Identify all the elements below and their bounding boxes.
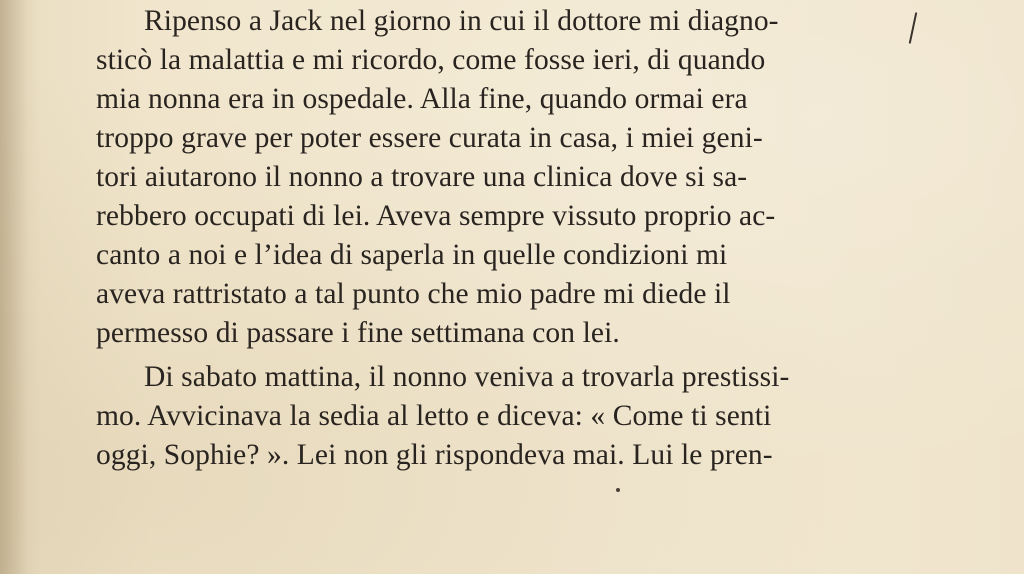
text-line: troppo grave per poter essere curata in casa, i miei geni-: [96, 122, 763, 154]
text-line: mo. Avvicinava la sedia al letto e diceva: « Come ti senti: [96, 400, 772, 432]
text-line: aveva rattristato a tal punto che mio padre mi diede il: [96, 278, 731, 310]
text-line: oggi, Sophie? ». Lei non gli rispondeva mai. Lui le pren-: [96, 439, 773, 471]
text-line: canto a noi e l’idea di saperla in quelle condizioni mi: [96, 239, 728, 271]
ink-speck: [616, 488, 620, 492]
text-line: mia nonna era in ospedale. Alla fine, quando ormai era: [96, 83, 748, 115]
pencil-margin-mark: [909, 12, 918, 44]
text-line: tori aiutarono il nonno a trovare una clinica dove si sa-: [96, 161, 748, 193]
text-line: Ripenso a Jack nel giorno in cui il dottore mi diagno-: [144, 5, 779, 37]
text-line: rebbero occupati di lei. Aveva sempre vissuto proprio ac-: [96, 200, 776, 232]
text-line: permesso di passare i fine settimana con lei.: [96, 317, 620, 349]
text-line: Di sabato mattina, il nonno veniva a trovarla prestissi-: [144, 361, 790, 393]
text-line: sticò la malattia e mi ricordo, come fosse ieri, di quando: [96, 44, 766, 76]
page-gutter-shadow: [0, 0, 28, 574]
